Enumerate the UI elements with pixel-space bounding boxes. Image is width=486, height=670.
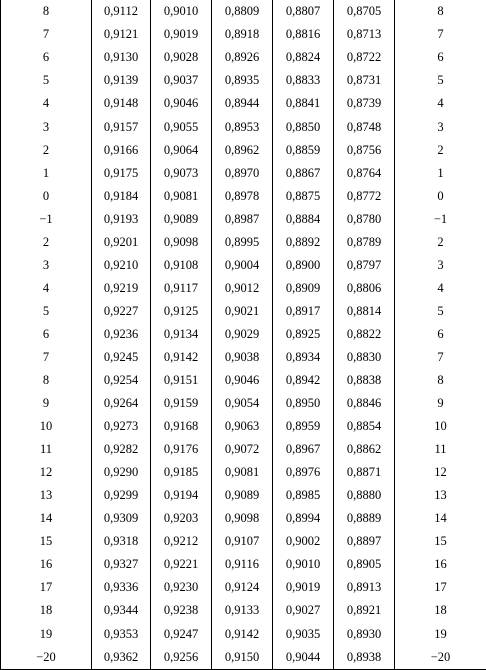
table-row xyxy=(1,415,486,438)
table-cell-value: 0,8930 xyxy=(334,622,395,645)
table-row xyxy=(1,277,486,300)
table-cell-value: 0,9362 xyxy=(92,645,151,669)
table-cell-value: 0,8722 xyxy=(334,46,395,69)
row-label-right: 17 xyxy=(395,576,486,599)
table-cell-value: 0,9121 xyxy=(92,23,151,46)
table-cell-value: 0,8807 xyxy=(273,0,334,23)
table-cell-value: 0,9273 xyxy=(92,415,151,438)
table-cell-value: 0,8925 xyxy=(273,323,334,346)
row-label-left: 6 xyxy=(42,326,50,341)
table-row xyxy=(1,300,486,323)
table-cell-value: 0,8772 xyxy=(334,184,395,207)
table-cell-value: 0,9236 xyxy=(92,323,151,346)
row-label-left: 7 xyxy=(42,27,50,42)
table-cell-value: 0,8953 xyxy=(212,115,273,138)
table-cell-value: 0,9184 xyxy=(92,184,151,207)
table-row xyxy=(1,207,486,230)
table-cell-value: 0,8962 xyxy=(212,138,273,161)
table-cell-value: 0,9098 xyxy=(151,230,212,253)
table-cell-value: 0,9116 xyxy=(212,553,273,576)
table-row xyxy=(1,438,486,461)
row-label-right: 6 xyxy=(395,46,486,69)
table-cell-value: 0,8824 xyxy=(273,46,334,69)
row-label-left: 13 xyxy=(39,488,53,503)
row-label-right: 7 xyxy=(395,23,486,46)
table-cell-value: 0,8994 xyxy=(273,507,334,530)
table-cell-value: 0,9073 xyxy=(151,161,212,184)
table-cell-value: 0,8880 xyxy=(334,484,395,507)
table-cell-value: 0,9157 xyxy=(92,115,151,138)
table-row xyxy=(1,369,486,392)
table-cell-value: 0,8884 xyxy=(273,207,334,230)
table-cell-value: 0,9227 xyxy=(92,300,151,323)
table-cell-value: 0,8917 xyxy=(273,300,334,323)
table-cell-value: 0,9175 xyxy=(92,161,151,184)
row-label-right: 7 xyxy=(395,346,486,369)
table-row xyxy=(1,392,486,415)
row-label-right: 0 xyxy=(395,184,486,207)
row-label-right: 2 xyxy=(395,230,486,253)
table-cell-value: 0,8942 xyxy=(273,369,334,392)
table-cell-value: 0,9019 xyxy=(273,576,334,599)
table-cell-value: 0,8889 xyxy=(334,507,395,530)
table-cell-value: 0,9021 xyxy=(212,300,273,323)
table-cell-value: 0,9063 xyxy=(212,415,273,438)
row-label-right: 14 xyxy=(395,507,486,530)
table-cell-value: 0,8764 xyxy=(334,161,395,184)
table-row xyxy=(1,115,486,138)
table-cell-value: 0,8934 xyxy=(273,346,334,369)
table-cell-value: 0,9193 xyxy=(92,207,151,230)
table-cell-value: 0,8756 xyxy=(334,138,395,161)
row-label-left: 4 xyxy=(42,280,50,295)
table-cell-value: 0,8913 xyxy=(334,576,395,599)
row-label-right: 19 xyxy=(395,622,486,645)
row-label-left: 10 xyxy=(39,419,53,434)
table-cell-value: 0,8789 xyxy=(334,230,395,253)
table-cell-value: 0,8987 xyxy=(212,207,273,230)
table-cell-value: 0,9117 xyxy=(151,277,212,300)
table-cell-value: 0,8935 xyxy=(212,69,273,92)
table-cell-value: 0,9010 xyxy=(273,553,334,576)
table-cell-value: 0,8985 xyxy=(273,484,334,507)
row-label-left: 3 xyxy=(42,119,50,134)
table-cell-value: 0,9238 xyxy=(151,599,212,622)
table-cell-value: 0,9159 xyxy=(151,392,212,415)
row-label-left: 8 xyxy=(42,4,50,19)
table-cell-value: 0,9054 xyxy=(212,392,273,415)
table-cell-value: 0,9150 xyxy=(212,645,273,669)
table-cell-value: 0,9344 xyxy=(92,599,151,622)
table-cell-value: 0,9108 xyxy=(151,254,212,277)
table-cell-value: 0,9201 xyxy=(92,230,151,253)
row-label-left: 0 xyxy=(42,188,50,203)
table-cell-value: 0,9318 xyxy=(92,530,151,553)
table-cell-value: 0,8748 xyxy=(334,115,395,138)
table-row xyxy=(1,507,486,530)
row-label-right: 2 xyxy=(395,138,486,161)
table-cell-value: 0,9327 xyxy=(92,553,151,576)
row-label-left: 11 xyxy=(39,442,53,457)
table-cell-value: 0,9185 xyxy=(151,461,212,484)
table-cell-value: 0,8830 xyxy=(334,346,395,369)
table-cell-value: 0,8806 xyxy=(334,277,395,300)
row-label-right: 15 xyxy=(395,530,486,553)
table-row xyxy=(1,46,486,69)
row-label-right: 13 xyxy=(395,484,486,507)
table-cell-value: 0,9038 xyxy=(212,346,273,369)
table-cell-value: 0,8921 xyxy=(334,599,395,622)
table-cell-value: 0,9142 xyxy=(151,346,212,369)
table-cell-value: 0,9247 xyxy=(151,622,212,645)
table-row xyxy=(1,230,486,253)
table-cell-value: 0,9221 xyxy=(151,553,212,576)
table-cell-value: 0,9212 xyxy=(151,530,212,553)
row-label-right: −1 xyxy=(395,207,486,230)
table-cell-value: 0,9142 xyxy=(212,622,273,645)
table-cell-value: 0,8867 xyxy=(273,161,334,184)
table-body xyxy=(1,0,486,670)
table-cell-value: 0,8976 xyxy=(273,461,334,484)
table-cell-value: 0,8833 xyxy=(273,69,334,92)
table-cell-value: 0,9168 xyxy=(151,415,212,438)
table-cell-value: 0,9124 xyxy=(212,576,273,599)
table-cell-value: 0,9027 xyxy=(273,599,334,622)
table-cell-value: 0,8814 xyxy=(334,300,395,323)
table-row xyxy=(1,622,486,645)
table-cell-value: 0,8705 xyxy=(334,0,395,23)
table-cell-value: 0,9148 xyxy=(92,92,151,115)
table-cell-value: 0,9353 xyxy=(92,622,151,645)
row-label-left: 2 xyxy=(42,142,50,157)
table-row xyxy=(1,645,486,669)
table-row xyxy=(1,553,486,576)
table-cell-value: 0,9219 xyxy=(92,277,151,300)
table-cell-value: 0,9210 xyxy=(92,254,151,277)
table-cell-value: 0,9166 xyxy=(92,138,151,161)
table-cell-value: 0,9081 xyxy=(151,184,212,207)
row-label-right: 4 xyxy=(395,92,486,115)
table-cell-value: 0,9072 xyxy=(212,438,273,461)
table-cell-value: 0,9203 xyxy=(151,507,212,530)
table-row xyxy=(1,323,486,346)
row-label-left: −1 xyxy=(39,211,53,226)
row-label-left: 7 xyxy=(42,349,50,364)
table-row xyxy=(1,138,486,161)
table-cell-value: 0,9004 xyxy=(212,254,273,277)
row-label-left: 1 xyxy=(42,165,50,180)
table-cell-value: 0,8938 xyxy=(334,645,395,669)
table-cell-value: 0,9046 xyxy=(151,92,212,115)
table-cell-value: 0,8967 xyxy=(273,438,334,461)
table-row xyxy=(1,92,486,115)
table-cell-value: 0,8816 xyxy=(273,23,334,46)
table-row xyxy=(1,576,486,599)
table-row xyxy=(1,69,486,92)
row-label-right: 8 xyxy=(395,0,486,23)
table-cell-value: 0,9098 xyxy=(212,507,273,530)
row-label-right: 5 xyxy=(395,300,486,323)
table-cell-value: 0,9245 xyxy=(92,346,151,369)
row-label-left: 6 xyxy=(42,50,50,65)
table-cell-value: 0,8959 xyxy=(273,415,334,438)
table-cell-value: 0,9264 xyxy=(92,392,151,415)
table-cell-value: 0,9130 xyxy=(92,46,151,69)
table-cell-value: 0,9037 xyxy=(151,69,212,92)
table-cell-value: 0,9046 xyxy=(212,369,273,392)
table-cell-value: 0,9081 xyxy=(212,461,273,484)
table-cell-value: 0,9044 xyxy=(273,645,334,669)
row-label-left: 14 xyxy=(39,511,53,526)
row-label-right: 3 xyxy=(395,115,486,138)
table-row xyxy=(1,599,486,622)
table-cell-value: 0,8841 xyxy=(273,92,334,115)
row-label-right: 9 xyxy=(395,392,486,415)
table-cell-value: 0,9010 xyxy=(151,0,212,23)
table-cell-value: 0,9107 xyxy=(212,530,273,553)
row-label-left: −20 xyxy=(1,645,92,669)
row-label-left: 5 xyxy=(42,73,50,88)
table-cell-value: 0,9112 xyxy=(92,0,151,23)
table-cell-value: 0,8905 xyxy=(334,553,395,576)
table-cell-value: 0,8970 xyxy=(212,161,273,184)
table-cell-value: 0,9194 xyxy=(151,484,212,507)
table-cell-value: 0,8862 xyxy=(334,438,395,461)
row-label-left: 4 xyxy=(42,96,50,111)
table-row xyxy=(1,346,486,369)
table-cell-value: 0,9290 xyxy=(92,461,151,484)
row-label-right: 16 xyxy=(395,553,486,576)
table-cell-value: 0,9134 xyxy=(151,323,212,346)
row-label-right: 12 xyxy=(395,461,486,484)
table-cell-value: 0,9089 xyxy=(212,484,273,507)
table-cell-value: 0,8739 xyxy=(334,92,395,115)
table-cell-value: 0,8897 xyxy=(334,530,395,553)
table-cell-value: 0,9125 xyxy=(151,300,212,323)
table-cell-value: 0,9256 xyxy=(151,645,212,669)
table-cell-value: 0,8950 xyxy=(273,392,334,415)
table-cell-value: 0,9133 xyxy=(212,599,273,622)
table-cell-value: 0,9176 xyxy=(151,438,212,461)
table-row xyxy=(1,461,486,484)
table-cell-value: 0,8995 xyxy=(212,230,273,253)
row-label-right: 6 xyxy=(395,323,486,346)
table-row xyxy=(1,161,486,184)
table-row xyxy=(1,530,486,553)
table-cell-value: 0,8978 xyxy=(212,184,273,207)
table-cell-value: 0,8926 xyxy=(212,46,273,69)
row-label-left: 9 xyxy=(42,396,50,411)
row-label-left: 5 xyxy=(42,303,50,318)
table-cell-value: 0,9002 xyxy=(273,530,334,553)
table-row xyxy=(1,23,486,46)
row-label-left: 16 xyxy=(39,557,53,572)
table-cell-value: 0,8809 xyxy=(212,0,273,23)
table-cell-value: 0,9309 xyxy=(92,507,151,530)
table-cell-value: 0,8918 xyxy=(212,23,273,46)
row-label-left: 19 xyxy=(39,626,53,641)
table-cell-value: 0,8838 xyxy=(334,369,395,392)
table-cell-value: 0,8780 xyxy=(334,207,395,230)
table-cell-value: 0,8850 xyxy=(273,115,334,138)
table-cell-value: 0,9089 xyxy=(151,207,212,230)
row-label-left: 12 xyxy=(39,465,53,480)
row-label-right: 4 xyxy=(395,277,486,300)
row-label-right: −20 xyxy=(395,645,486,669)
table-row xyxy=(1,0,486,23)
table-cell-value: 0,8846 xyxy=(334,392,395,415)
row-label-right: 3 xyxy=(395,254,486,277)
table-row xyxy=(1,254,486,277)
table-cell-value: 0,9299 xyxy=(92,484,151,507)
table-cell-value: 0,9035 xyxy=(273,622,334,645)
row-label-left: 2 xyxy=(42,234,50,249)
row-label-left: 18 xyxy=(39,603,53,618)
table-cell-value: 0,9012 xyxy=(212,277,273,300)
row-label-right: 5 xyxy=(395,69,486,92)
row-label-left: 15 xyxy=(39,534,53,549)
table-cell-value: 0,8944 xyxy=(212,92,273,115)
table-cell-value: 0,9139 xyxy=(92,69,151,92)
table-cell-value: 0,8797 xyxy=(334,254,395,277)
table-cell-value: 0,9230 xyxy=(151,576,212,599)
table-cell-value: 0,9064 xyxy=(151,138,212,161)
table-cell-value: 0,9019 xyxy=(151,23,212,46)
table-cell-value: 0,9028 xyxy=(151,46,212,69)
row-label-right: 18 xyxy=(395,599,486,622)
table-row xyxy=(1,184,486,207)
row-label-left: 3 xyxy=(42,257,50,272)
table-cell-value: 0,8871 xyxy=(334,461,395,484)
table-cell-value: 0,9151 xyxy=(151,369,212,392)
table-cell-value: 0,8892 xyxy=(273,230,334,253)
table-cell-value: 0,8713 xyxy=(334,23,395,46)
table-cell-value: 0,8731 xyxy=(334,69,395,92)
row-label-right: 11 xyxy=(395,438,486,461)
table-cell-value: 0,8822 xyxy=(334,323,395,346)
table-row xyxy=(1,484,486,507)
table-cell-value: 0,8909 xyxy=(273,277,334,300)
row-label-left: 8 xyxy=(42,373,50,388)
row-label-right: 8 xyxy=(395,369,486,392)
row-label-left: 17 xyxy=(39,580,53,595)
row-label-right: 1 xyxy=(395,161,486,184)
table-cell-value: 0,9055 xyxy=(151,115,212,138)
table-cell-value: 0,8859 xyxy=(273,138,334,161)
table-cell-value: 0,9282 xyxy=(92,438,151,461)
table-cell-value: 0,8900 xyxy=(273,254,334,277)
table-cell-value: 0,9336 xyxy=(92,576,151,599)
table-cell-value: 0,8854 xyxy=(334,415,395,438)
table-cell-value: 0,8875 xyxy=(273,184,334,207)
table-cell-value: 0,9029 xyxy=(212,323,273,346)
row-label-right: 10 xyxy=(395,415,486,438)
table-cell-value: 0,9254 xyxy=(92,369,151,392)
